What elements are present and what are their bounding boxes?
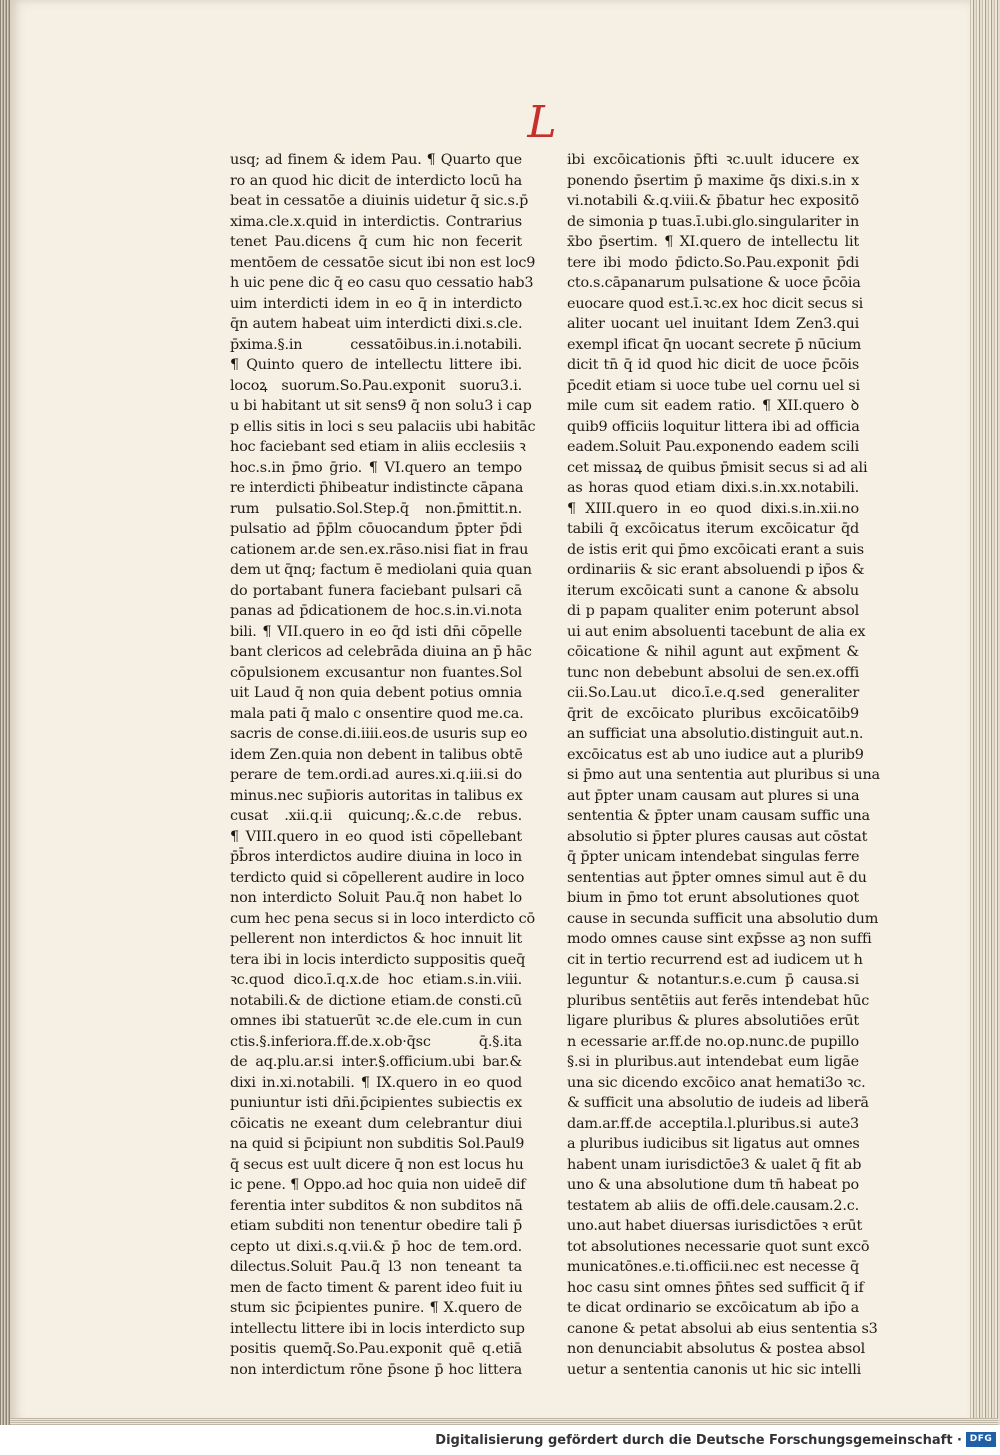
- text-line: cōicatis ne exeant dum celebrantur diui: [230, 1115, 522, 1132]
- text-line: ro an quod hic dicit de interdicto locū ha: [230, 172, 522, 189]
- text-line: as horas quod etiam dixi.s.in.xx.notabili.: [567, 480, 859, 496]
- text-line: p ellis sitis in loci s seu palaciis ubi habitāc: [230, 418, 536, 435]
- text-line: euocare quod est.ī.ꝛc.ex hoc dicit secus si: [567, 295, 864, 312]
- text-column-right: [567, 150, 880, 1380]
- text-line: cusat .xii.q.ii quicunq;.&.c.de rebus.: [230, 808, 522, 824]
- text-line: de simonia p tuas.ī.ubi.glo.singulariter in: [567, 213, 860, 230]
- text-line: omnes ibi statuerūt ꝛc.de ele.cum in cun: [230, 1013, 522, 1029]
- text-line: terdicto quid si cōpellerent audire in loco: [230, 869, 525, 886]
- text-line: do portabant funera faciebant pulsari cā: [230, 582, 522, 599]
- text-line: tunc non debebunt absolui de sen.ex.offi: [567, 664, 859, 681]
- text-line: modo omnes cause sint exp̄sse aꝫ non suffi: [567, 931, 872, 947]
- text-line: hoc casu sint omnes p̄n̄tes sed sufficit q̄ if: [567, 1279, 864, 1296]
- text-line: perare de tem.ordi.ad aures.xi.q.iii.si do: [230, 767, 522, 783]
- text-line: & sufficit una absolutio de iudeis ad liberā: [567, 1095, 869, 1111]
- text-line: tenet Pau.dicens q̄ cum hic non fecerit: [230, 234, 522, 250]
- text-line: de aq.plu.ar.si inter.§.officium.ubi bar.&: [230, 1054, 522, 1070]
- footer-bar: [0, 1425, 1000, 1455]
- text-line: na quid si p̄cipiunt non subditis Sol.Paul9: [230, 1136, 525, 1152]
- text-line: ibi excōicationis p̄fti ꝛc.uult iducere ex: [567, 152, 859, 168]
- text-line: municatōnes.e.ti.officii.nec est necesse q̄: [567, 1259, 859, 1275]
- text-line: puniuntur isti dn̄i.p̄cipientes subiectis ex: [230, 1095, 522, 1111]
- text-line: p̄b̄ros interdictos audire diuina in loco in: [230, 849, 522, 865]
- text-line: §.si in pluribus.aut intendebat eum ligāe: [567, 1054, 859, 1070]
- text-line: cum hec pena secus si in loco interdicto cō: [230, 910, 535, 927]
- text-line: excōicatus est ab uno iudice aut a plurib9: [567, 746, 864, 763]
- text-line: absolutio si p̄pter plures causas aut cōstat: [567, 828, 868, 845]
- text-line: notabili.& de dictione etiam.de consti.cū: [230, 992, 522, 1009]
- text-line: positis quemq̄.So.Pau.exponit quē q.etiā: [230, 1341, 522, 1357]
- text-line: q̄ secus est uult dicere q̄ non est locus hu: [230, 1156, 524, 1173]
- text-line: ponendo p̄sertim p̄ maxime q̄s dixi.s.in x: [567, 172, 859, 189]
- text-line: cii.So.Lau.ut dico.ī.e.q.sed generaliter: [567, 685, 859, 701]
- text-line: intellectu littere ibi in locis interdicto sup: [230, 1320, 525, 1337]
- text-line: xima.cle.x.quid in interdictis. Contrarius: [230, 213, 522, 230]
- text-line: ¶ Quinto quero de intellectu littere ibi.: [230, 357, 522, 373]
- text-line: dixi in.xi.notabili. ¶ IX.quero in eo quod: [230, 1074, 522, 1091]
- text-column-left: [230, 150, 536, 1380]
- text-line: sententia & p̄pter unam causam suffic una: [567, 808, 870, 824]
- text-line: etiam subditi non tenentur obedire tali p̄: [230, 1218, 522, 1234]
- text-line: cit in tertio recurrend est ad iudicem ut h: [567, 951, 863, 968]
- text-line: minus.nec sup̄ioris autoritas in talibus ex: [230, 787, 523, 804]
- text-line: beat in cessatōe a diuinis uidetur q̄ sic.s.p̄: [230, 193, 529, 209]
- text-line: ligare pluribus & plures absolutiōes erūt: [567, 1013, 859, 1029]
- text-line: vi.notabili &.q.viii.& p̄batur hec expositō: [567, 193, 859, 209]
- text-line: ctis.§.inferiora.ff.de.x.ob·q̄sc q̄.§.ita: [230, 1033, 522, 1050]
- text-line: dicit tn̄ q̄ id quod hic dicit de uoce p̄cōis: [567, 357, 859, 373]
- text-line: men de facto timent & parent ideo fuit iu: [230, 1279, 523, 1296]
- text-line: canone & petat absolui ab eius sententia s3: [567, 1320, 878, 1337]
- text-line: usq; ad finem & idem Pau. ¶ Quarto que: [230, 152, 522, 168]
- text-line: mentōem de cessatōe sicut ibi non est loc9: [230, 254, 536, 271]
- text-line: rum pulsatio.Sol.Step.q̄ non.p̄mittit.n.: [230, 500, 522, 517]
- text-line: tera ibi in locis interdicto suppositis queq̄: [230, 951, 526, 968]
- page-stack-right-edge: [970, 0, 1000, 1425]
- text-line: non interdicto Soluit Pau.q̄ non habet lo: [230, 890, 522, 906]
- text-line: h uic pene dic q̄ eo casu quo cessatio hab3: [230, 275, 534, 291]
- text-line: n ecessarie ar.ff.de no.op.nunc.de pupillo: [567, 1033, 859, 1050]
- text-line: idem Zen.quia non debent in talibus obtē: [230, 746, 523, 763]
- text-line: cationem ar.de sen.ex.rāso.nisi fiat in frau: [230, 541, 529, 558]
- text-line: a pluribus iudicibus sit ligatus aut omnes: [567, 1136, 860, 1152]
- text-line: bili. ¶ VII.quero in eo q̄d isti dn̄i cōpelle: [230, 623, 522, 640]
- text-line: re interdicti p̄hibeatur indistincte cāpana: [230, 480, 524, 496]
- text-line: iterum excōicati sunt a canone & absolu: [567, 582, 859, 599]
- text-line: stum sic p̄cipientes punire. ¶ X.quero de: [230, 1300, 522, 1316]
- text-line: una sic dicendo excōico anat hemati3o ꝛc.: [567, 1074, 866, 1091]
- text-line: u bi habitant ut sit sens9 q̄ non solu3 i cap: [230, 398, 532, 414]
- text-line: ui aut enim absoluenti tacebunt de alia ex: [567, 623, 866, 640]
- text-line: uim interdicti idem in eo q̄ in interdicto: [230, 295, 522, 312]
- page-stack-bottom-edge: [10, 1418, 998, 1425]
- text-line: tot absolutiones necessarie quot sunt excō: [567, 1238, 870, 1255]
- text-line: ¶ XIII.quero in eo quod dixi.s.in.xii.no: [567, 500, 859, 517]
- text-line: panas ad p̄dicationem de hoc.s.in.vi.nota: [230, 603, 522, 619]
- text-line: hoc faciebant sed etiam in aliis ecclesiis ꝛ: [230, 439, 526, 455]
- text-line: dilectus.Soluit Pau.q̄ l3 non teneant ta: [230, 1259, 522, 1275]
- text-line: leguntur & notantur.s.e.cum p̄ causa.si: [567, 972, 859, 988]
- text-line: q̄n autem habeat uim interdicti dixi.s.cle.: [230, 316, 523, 332]
- text-line: ¶ VIII.quero in eo quod isti cōpellebant: [230, 828, 522, 845]
- text-line: x̄bo p̄sertim. ¶ XI.quero de intellectu lit: [567, 234, 859, 250]
- text-line: pellerent non interdictos & hoc innuit lit: [230, 931, 522, 947]
- text-line: p̄cedit etiam si uoce tube uel cornu uel si: [567, 377, 860, 394]
- text-line: mile cum sit eadem ratio. ¶ XII.quero ꝺ: [567, 398, 859, 414]
- text-line: si p̄mo aut una sententia aut pluribus si una: [567, 767, 880, 783]
- text-line: ꝛc.quod dico.ī.q.x.de hoc etiam.s.in.viii.: [230, 972, 522, 988]
- text-line: locoꝝ suorum.So.Pau.exponit suoru3.i.: [230, 377, 522, 394]
- text-line: uno.aut habet diuersas iurisdictōes ꝛ erūt: [567, 1218, 863, 1234]
- text-line: eadem.Soluit Pau.exponendo eadem scili: [567, 439, 859, 455]
- text-line: sacris de conse.di.iiii.eos.de usuris sup eo: [230, 726, 528, 742]
- text-line: non denunciabit absolutus & postea absol: [567, 1341, 865, 1357]
- text-line: aliter uocant uel inuitant Idem Zen3.qui: [567, 316, 859, 332]
- text-line: cto.s.cāpanarum pulsatione & uoce p̄cōia: [567, 275, 861, 291]
- text-line: cet missaꝝ de quibus p̄misit secus si ad ali: [567, 459, 868, 476]
- text-line: ferentia inter subditos & non subditos nā: [230, 1197, 523, 1214]
- text-line: quib9 officiis loquitur littera ibi ad officia: [567, 418, 860, 435]
- text-line: uno & una absolutione dum tn̄ habeat po: [567, 1177, 859, 1193]
- text-line: p̄xima.§.in cessatōibus.in.i.notabili.: [230, 336, 522, 353]
- text-line: non interdictum rōne p̄sone p̄ hoc littera: [230, 1361, 522, 1378]
- text-line: te dicat ordinario se excōicatum ab ip̄o a: [567, 1300, 859, 1316]
- text-line: de istis erit qui p̄mo excōicati erant a suis: [567, 541, 864, 558]
- text-line: pulsatio ad p̄p̄lm cōuocandum p̄pter p̄di: [230, 521, 522, 537]
- page-stack-left-edge: [0, 0, 10, 1425]
- text-line: q̄rit de excōicato pluribus excōicatōib9: [567, 705, 859, 722]
- text-line: aut p̄pter unam causam aut plures si una: [567, 787, 860, 804]
- text-line: habent unam iurisdictōe3 & ualet q̄ fit ab: [567, 1156, 862, 1173]
- text-line: tere ibi modo p̄dicto.So.Pau.exponit p̄di: [567, 254, 859, 271]
- text-line: cōicatione & nihil agunt aut exp̄ment &: [567, 644, 859, 660]
- text-line: sententias aut p̄pter omnes simul aut ē du: [567, 869, 867, 886]
- text-line: an sufficiat una absolutio.distinguit aut.n.: [567, 726, 864, 742]
- text-line: dem ut q̄nq; factum ē mediolani quia quan: [230, 562, 532, 578]
- text-line: q̄ p̄pter unicam intendebat singulas ferre: [567, 849, 860, 865]
- text-line: cōpulsionem excusantur non fuantes.Sol: [230, 664, 522, 681]
- text-line: dam.ar.ff.de acceptila.l.pluribus.si aute3: [567, 1115, 859, 1132]
- text-line: uetur a sententia canonis ut hic sic intelli: [567, 1361, 862, 1378]
- text-line: bium in p̄mo tot erunt absolutiones quot: [567, 890, 859, 906]
- text-line: cause in secunda sufficit una absolutio dum: [567, 910, 879, 927]
- dfg-logo-icon: DFG: [966, 1432, 996, 1447]
- text-line: tabili q̄ excōicatus iterum excōicatur q̄d: [567, 521, 859, 537]
- text-line: exempl ificat q̄n uocant secrete p̄ nūcium: [567, 336, 862, 353]
- text-line: ic pene. ¶ Oppo.ad hoc quia non uideē dif: [230, 1177, 526, 1193]
- red-rubric-mark: L: [527, 97, 557, 148]
- text-line: ordinariis & sic erant absoluendi p ip̄os &: [567, 562, 865, 578]
- text-line: testatem ab aliis de offi.dele.causam.2.c.: [567, 1197, 859, 1214]
- text-line: hoc.s.in p̄mo ḡrio. ¶ VI.quero an tempo: [230, 459, 522, 476]
- footer-funding-text: Digitalisierung gefördert durch die Deutsche Forschungsgemeinschaft ·: [435, 1433, 962, 1448]
- text-line: mala pati q̄ malo c onsentire quod me.ca.: [230, 705, 524, 722]
- text-line: pluribus sentētiis aut ferēs intendebat hūc: [567, 992, 870, 1009]
- text-line: cepto ut dixi.s.q.vii.& p̄ hoc de tem.ord.: [230, 1238, 522, 1255]
- text-line: bant clericos ad celebrāda diuina an p̄ hāc: [230, 644, 532, 660]
- text-line: uit Laud q̄ non quia debent potius omnia: [230, 685, 522, 701]
- text-line: di p papam qualiter enim poterunt absol: [567, 603, 859, 619]
